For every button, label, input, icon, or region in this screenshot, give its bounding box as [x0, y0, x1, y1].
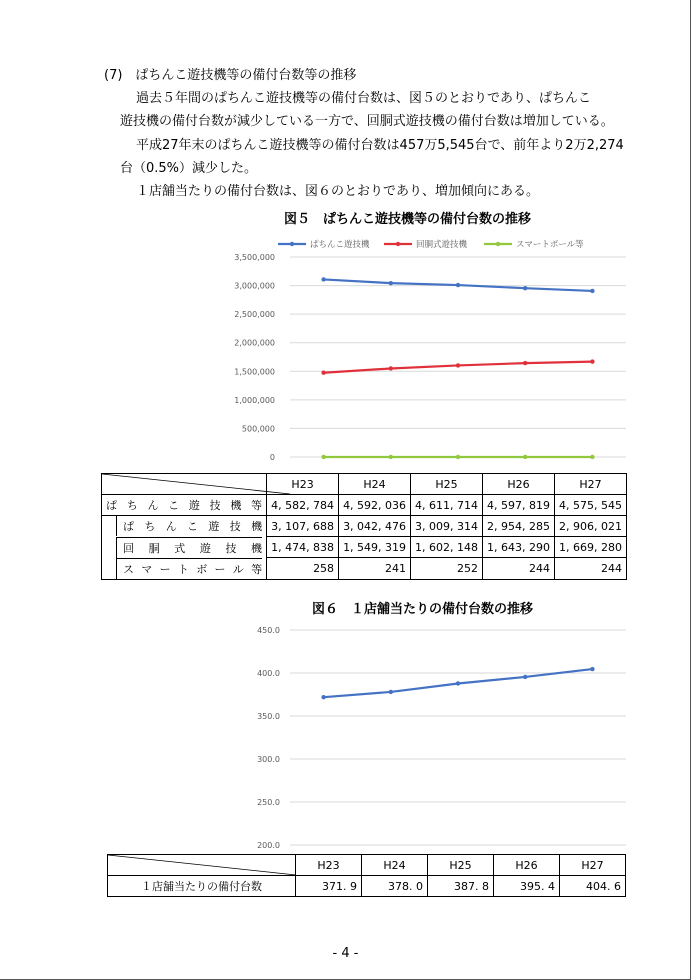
section-heading: (7) ぱちんこ遊技機等の備付台数等の推移	[104, 68, 357, 83]
row-label-char: ー	[214, 562, 226, 576]
table-cell: 1, 643, 290	[483, 537, 555, 558]
row-label-char: 機	[251, 541, 263, 555]
column-header: H24	[339, 474, 411, 495]
data-point	[523, 675, 527, 679]
table-cell: 3, 009, 314	[411, 516, 483, 537]
table-row	[108, 876, 626, 897]
table-cell: 1, 669, 280	[555, 537, 627, 558]
table-cell: 1, 474, 838	[267, 537, 339, 558]
row-label-char: ぱ	[106, 499, 117, 512]
row-label-smartball	[102, 558, 267, 580]
table-cell: 252	[411, 558, 483, 580]
table-cell: 371. 9	[296, 876, 362, 897]
table-cell: 4, 592, 036	[339, 495, 411, 516]
data-point	[321, 455, 325, 459]
row-label-char: ぱ	[123, 520, 134, 534]
column-header: H23	[267, 474, 339, 495]
column-header: H24	[362, 855, 428, 876]
row-label-char: 遊	[199, 541, 211, 555]
row-label-char: 遊	[188, 499, 200, 512]
data-point	[321, 371, 325, 375]
data-point	[456, 681, 460, 685]
row-label-char: 回	[123, 541, 134, 555]
table-cell: 241	[339, 558, 411, 580]
legend-marker	[396, 242, 400, 246]
corner-diagonal	[102, 474, 290, 494]
table-cell: 378. 0	[362, 876, 428, 897]
table-cell: 244	[555, 558, 627, 580]
table-row	[102, 495, 627, 516]
y-tick-label: 400.0	[257, 669, 280, 678]
paragraph-line-1: 過去５年間のぱちんこ遊技機等の備付台数は、図５のとおりであり、ぱちんこ	[136, 91, 592, 106]
table-cell: 2, 954, 285	[483, 516, 555, 537]
row-label-char: ち	[144, 520, 156, 534]
table-row	[102, 516, 627, 537]
table-row	[102, 558, 627, 580]
y-tick-label: 500,000	[241, 424, 275, 434]
row-label-char: ん	[165, 520, 177, 534]
row-label-per-store: １店舗当たりの備付台数	[108, 876, 296, 897]
y-tick-label: 300.0	[257, 755, 280, 764]
paragraph-line-2: 遊技機の備付台数が減少している一方で、回胴式遊技機の備付台数は増加している。	[120, 114, 614, 129]
y-tick-label: 3,000,000	[234, 281, 275, 291]
legend-label: 回胴式遊技機	[416, 240, 468, 250]
row-label-char: こ	[168, 499, 180, 512]
row-label-char: 技	[225, 541, 237, 555]
row-label-char: 等	[251, 562, 263, 576]
y-tick-label: 0	[269, 453, 275, 462]
data-point	[389, 690, 393, 694]
corner-diagonal	[108, 855, 296, 875]
row-label-pachinko	[102, 516, 267, 537]
legend-label: スマートボール等	[516, 240, 584, 250]
column-header: H26	[494, 855, 560, 876]
legend-marker	[496, 242, 500, 246]
table-cell: 244	[483, 558, 555, 580]
data-point	[590, 289, 594, 293]
y-tick-label: 200.0	[257, 841, 280, 850]
column-header: H25	[428, 855, 494, 876]
data-point	[523, 455, 527, 459]
figure-5-table	[101, 473, 627, 580]
table-cell: 4, 575, 545	[555, 495, 627, 516]
row-label-slot	[102, 537, 267, 558]
paragraph-line-5: １店舗当たりの備付台数は、図６のとおりであり、増加傾向にある。	[136, 184, 540, 199]
data-point	[321, 695, 325, 699]
y-tick-label: 250.0	[257, 798, 280, 807]
row-label-char: 胴	[148, 541, 160, 555]
row-label-char: ル	[232, 562, 244, 576]
row-label-char: ス	[123, 562, 134, 576]
paragraph-line-4: 台（0.5%）減少した。	[120, 161, 258, 176]
table-cell: 387. 8	[428, 876, 494, 897]
data-point	[590, 455, 594, 459]
page-number: - 4 -	[332, 946, 359, 961]
table-cell: 4, 611, 714	[411, 495, 483, 516]
row-label-char: 機	[251, 520, 263, 534]
figure-5-caption: 図５ ぱちんこ遊技機等の備付台数の推移	[284, 212, 532, 227]
column-header: H23	[296, 855, 362, 876]
table-cell: 1, 602, 148	[411, 537, 483, 558]
table-cell: 258	[267, 558, 339, 580]
data-point	[456, 363, 460, 367]
data-point	[523, 286, 527, 290]
table-corner-cell	[102, 474, 267, 495]
table-cell: 404. 6	[560, 876, 626, 897]
table-cell: 395. 4	[494, 876, 560, 897]
data-point	[523, 361, 527, 365]
data-point	[389, 455, 393, 459]
table-cell: 4, 582, 784	[267, 495, 339, 516]
table-cell: 3, 042, 476	[339, 516, 411, 537]
row-label-char: ん	[147, 499, 159, 512]
row-label-char: 技	[229, 520, 241, 534]
y-tick-label: 2,500,000	[234, 310, 275, 320]
data-point	[456, 455, 460, 459]
row-label-char: 技	[209, 499, 221, 512]
data-point	[456, 283, 460, 287]
data-point	[389, 366, 393, 370]
row-label-char: 遊	[208, 520, 220, 534]
y-tick-label: 3,500,000	[234, 253, 275, 262]
row-label-total	[102, 495, 267, 516]
row-label-char: マ	[141, 562, 153, 576]
paragraph-line-3: 平成27年末のぱちんこ遊技機等の備付台数は457万5,545台で、前年より2万2,274	[136, 138, 624, 153]
data-point	[389, 281, 393, 285]
legend-label: ぱちんこ遊技機	[310, 240, 370, 250]
data-point	[590, 667, 594, 671]
table-cell: 4, 597, 819	[483, 495, 555, 516]
y-tick-label: 1,500,000	[234, 367, 275, 377]
legend-marker	[290, 242, 294, 246]
table-corner-cell	[108, 855, 296, 876]
data-point	[321, 277, 325, 281]
figure-6-caption: 図６ １店舗当たりの備付台数の推移	[312, 602, 534, 617]
column-header: H27	[555, 474, 627, 495]
table-cell: 2, 906, 021	[555, 516, 627, 537]
row-label-char: ボ	[196, 562, 208, 576]
row-label-char: ト	[177, 562, 189, 576]
column-header: H26	[483, 474, 555, 495]
row-label-char: 式	[174, 541, 186, 555]
row-label-char: 機	[230, 499, 242, 512]
y-tick-label: 1,000,000	[234, 395, 275, 405]
table-row	[102, 537, 627, 558]
table-cell: 1, 549, 319	[339, 537, 411, 558]
row-label-char: 等	[251, 499, 263, 512]
data-point	[590, 359, 594, 363]
table-cell: 3, 107, 688	[267, 516, 339, 537]
row-label-char: ー	[159, 562, 171, 576]
row-label-char: ち	[126, 499, 138, 512]
y-tick-label: 2,000,000	[234, 338, 275, 348]
y-tick-label: 350.0	[257, 712, 280, 721]
y-tick-label: 450.0	[257, 626, 280, 635]
row-label-char: こ	[187, 520, 199, 534]
figure-6-table	[107, 854, 626, 897]
column-header: H25	[411, 474, 483, 495]
column-header: H27	[560, 855, 626, 876]
